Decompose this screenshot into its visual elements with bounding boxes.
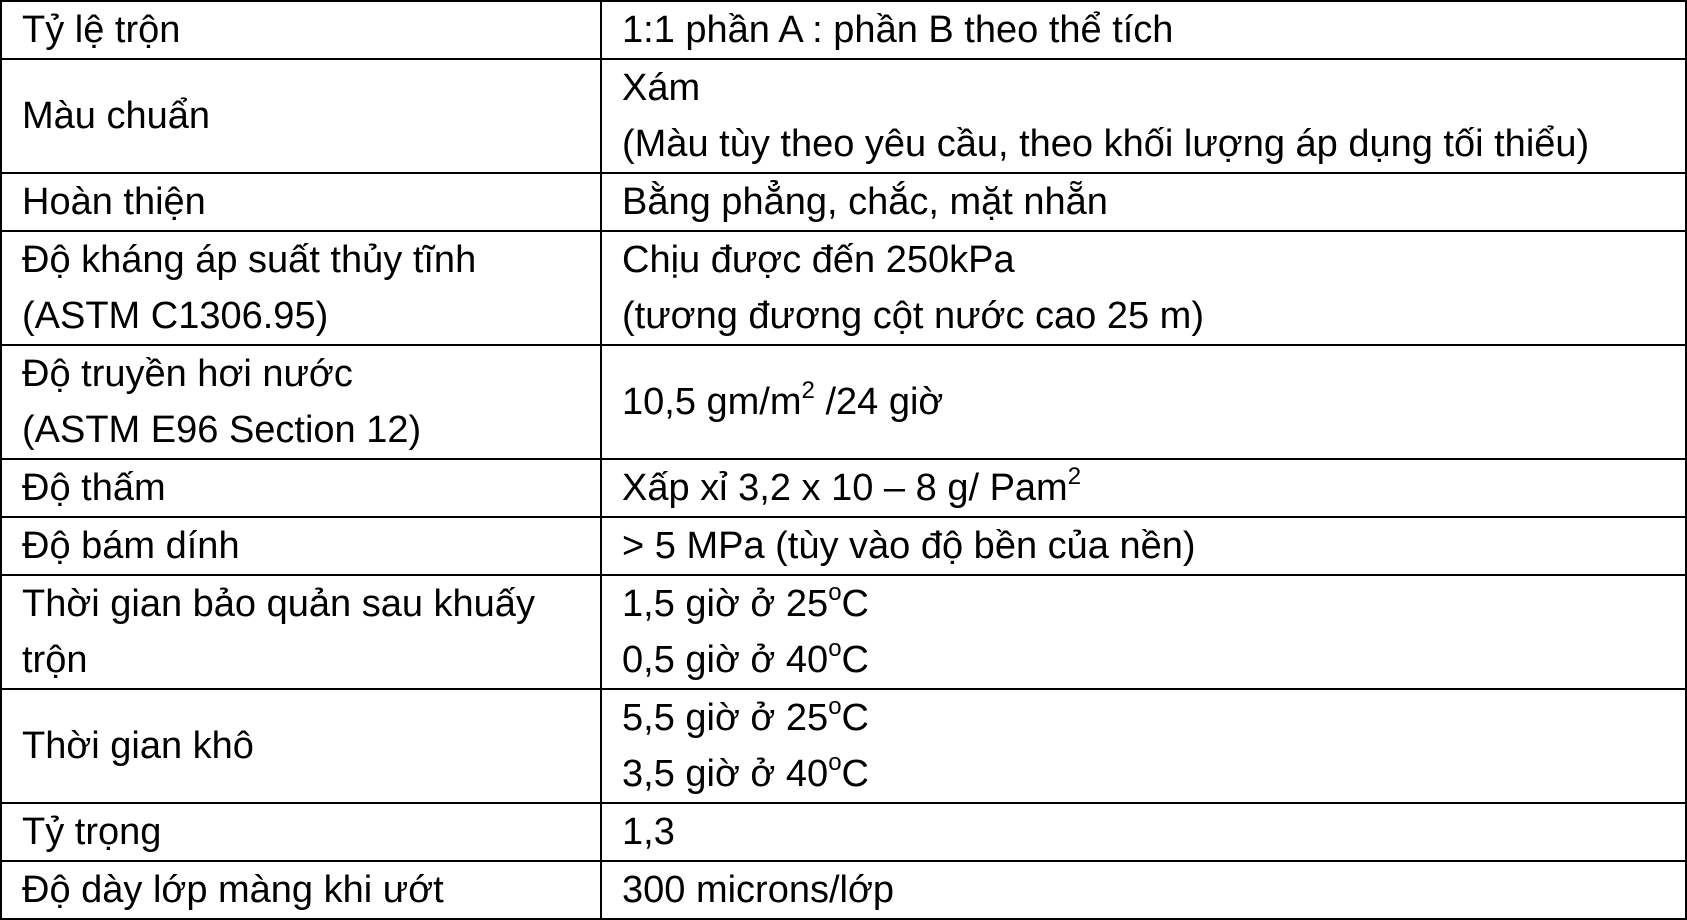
value-line: Chịu được đến 250kPa	[622, 239, 1015, 281]
value-line: 10,5 $gm/m^2$ /24 giờ	[622, 377, 944, 423]
property-label	[1, 345, 601, 459]
value-line: Xám	[622, 67, 701, 109]
label-line: Độ dày lớp màng khi ướt	[22, 869, 444, 911]
degree-superscript: o	[828, 579, 842, 607]
value-line: Bằng phẳng, chắc, mặt nhẵn	[622, 181, 1108, 223]
label-line: Độ bám dính	[22, 525, 240, 567]
property-value	[601, 861, 1686, 919]
property-value	[601, 803, 1686, 861]
label-line: trộn	[22, 639, 88, 681]
property-label	[1, 517, 601, 575]
property-value	[601, 459, 1686, 517]
property-label	[1, 575, 601, 689]
value-line: Xấp xỉ 3,2 x 10 – 8 g/ Pam$^2$	[622, 463, 1082, 509]
degree-superscript: o	[828, 635, 842, 663]
spec-table-body	[1, 1, 1686, 919]
table-row	[1, 59, 1686, 173]
table-row	[1, 861, 1686, 919]
value-line: 1:1 phần A : phần B theo thể tích	[622, 9, 1174, 51]
value-line: 3,5 giờ ở 40$^o$C	[622, 749, 869, 795]
label-line: (ASTM C1306.95)	[22, 295, 329, 337]
table-row	[1, 575, 1686, 689]
value-line: 300 microns/lớp	[622, 869, 895, 911]
property-label	[1, 173, 601, 231]
value-line: 0,5 giờ ở 40$^o$C	[622, 635, 869, 681]
table-row	[1, 1, 1686, 59]
degree-superscript: o	[828, 749, 842, 777]
property-label	[1, 689, 601, 803]
property-label	[1, 1, 601, 59]
table-row	[1, 803, 1686, 861]
table-row	[1, 459, 1686, 517]
property-label	[1, 59, 601, 173]
property-value	[601, 689, 1686, 803]
label-line: Hoàn thiện	[22, 181, 206, 223]
table-row	[1, 173, 1686, 231]
property-label	[1, 459, 601, 517]
table-row	[1, 517, 1686, 575]
label-line: Độ thấm	[22, 467, 166, 509]
value-line: (tương đương cột nước cao 25 m)	[622, 295, 1204, 337]
property-value	[601, 59, 1686, 173]
label-line: Độ kháng áp suất thủy tĩnh	[22, 239, 477, 281]
label-line: (ASTM E96 Section 12)	[22, 409, 422, 451]
value-line: (Màu tùy theo yêu cầu, theo khối lượng áp dụng tối thiểu)	[622, 123, 1590, 165]
property-label	[1, 231, 601, 345]
property-label	[1, 803, 601, 861]
table-row	[1, 231, 1686, 345]
label-line: Màu chuẩn	[22, 95, 211, 137]
value-line: > 5 MPa (tùy vào độ bền của nền)	[622, 525, 1196, 567]
table-row	[1, 689, 1686, 803]
value-line: 5,5 giờ ở 25$^o$C	[622, 693, 869, 739]
property-label	[1, 861, 601, 919]
value-line: 1,3	[622, 811, 675, 853]
table-row	[1, 345, 1686, 459]
property-value	[601, 173, 1686, 231]
label-line: Tỷ trọng	[22, 811, 162, 853]
label-line: Độ truyền hơi nước	[22, 353, 353, 395]
superscript: 2	[801, 377, 815, 405]
label-line: Thời gian bảo quản sau khuấy	[22, 583, 535, 625]
property-value	[601, 517, 1686, 575]
property-value	[601, 345, 1686, 459]
property-value	[601, 231, 1686, 345]
property-value	[601, 1, 1686, 59]
label-line: Thời gian khô	[22, 725, 254, 767]
degree-superscript: o	[828, 693, 842, 721]
superscript: 2	[1067, 463, 1082, 491]
value-line: 1,5 giờ ở 25$^o$C	[622, 579, 869, 625]
label-line: Tỷ lệ trộn	[22, 9, 181, 51]
property-value	[601, 575, 1686, 689]
